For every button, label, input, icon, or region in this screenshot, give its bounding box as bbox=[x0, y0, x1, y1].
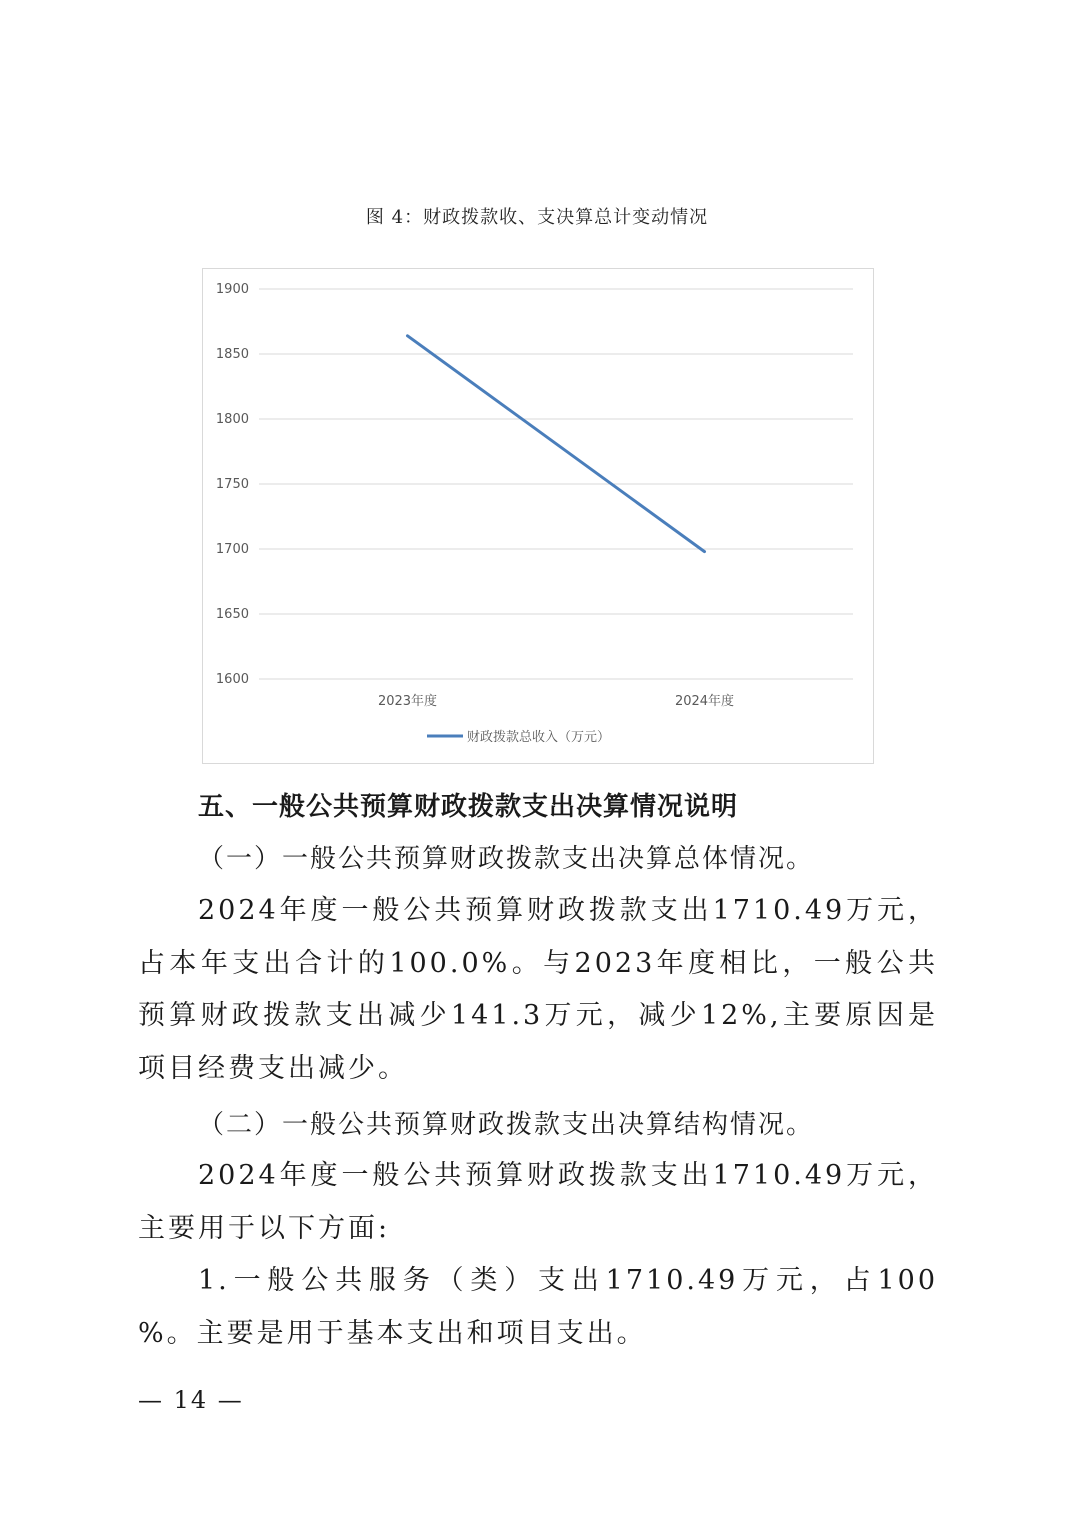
y-tick-label: 1650 bbox=[215, 607, 249, 622]
y-tick-label: 1900 bbox=[215, 282, 249, 297]
figure-caption: 图 4：财政拨款收、支决算总计变动情况 bbox=[365, 207, 709, 228]
page-number: — 14 — bbox=[138, 1386, 244, 1414]
section-heading: 五、一般公共预算财政拨款支出决算情况说明 bbox=[198, 792, 739, 822]
paragraph-overall: 2024年度一般公共预算财政拨款支出1710.49万元，占本年支出合计的100.0%。与2023年度相比，一般公共预算财政拨款支出减少141.3万元，减少12%,主要原因是项目经费支出减少。 bbox=[138, 895, 938, 1084]
paragraph-item-1: 1.一般公共服务（类）支出1710.49万元，占100 %。主要是用于基本支出和项目支出。 bbox=[138, 1265, 938, 1349]
y-tick-label: 1750 bbox=[215, 477, 249, 492]
chart-canvas bbox=[203, 269, 873, 763]
x-tick-label: 2024年度 bbox=[674, 694, 735, 709]
paragraph-structure: 2024年度一般公共预算财政拨款支出1710.49万元，主要用于以下方面: bbox=[138, 1160, 938, 1244]
subheading-structure: （二）一般公共预算财政拨款支出决算结构情况。 bbox=[198, 1110, 815, 1140]
y-tick-label: 1800 bbox=[215, 412, 249, 427]
line-chart bbox=[202, 268, 874, 764]
y-tick-label: 1600 bbox=[215, 672, 249, 687]
legend-label: 财政拨款总收入（万元） bbox=[467, 730, 611, 745]
x-tick-label: 2023年度 bbox=[377, 694, 438, 709]
subheading-overall: （一）一般公共预算财政拨款支出决算总体情况。 bbox=[198, 844, 815, 874]
series-line bbox=[408, 336, 705, 552]
y-tick-label: 1850 bbox=[215, 347, 249, 362]
y-tick-label: 1700 bbox=[215, 542, 249, 557]
